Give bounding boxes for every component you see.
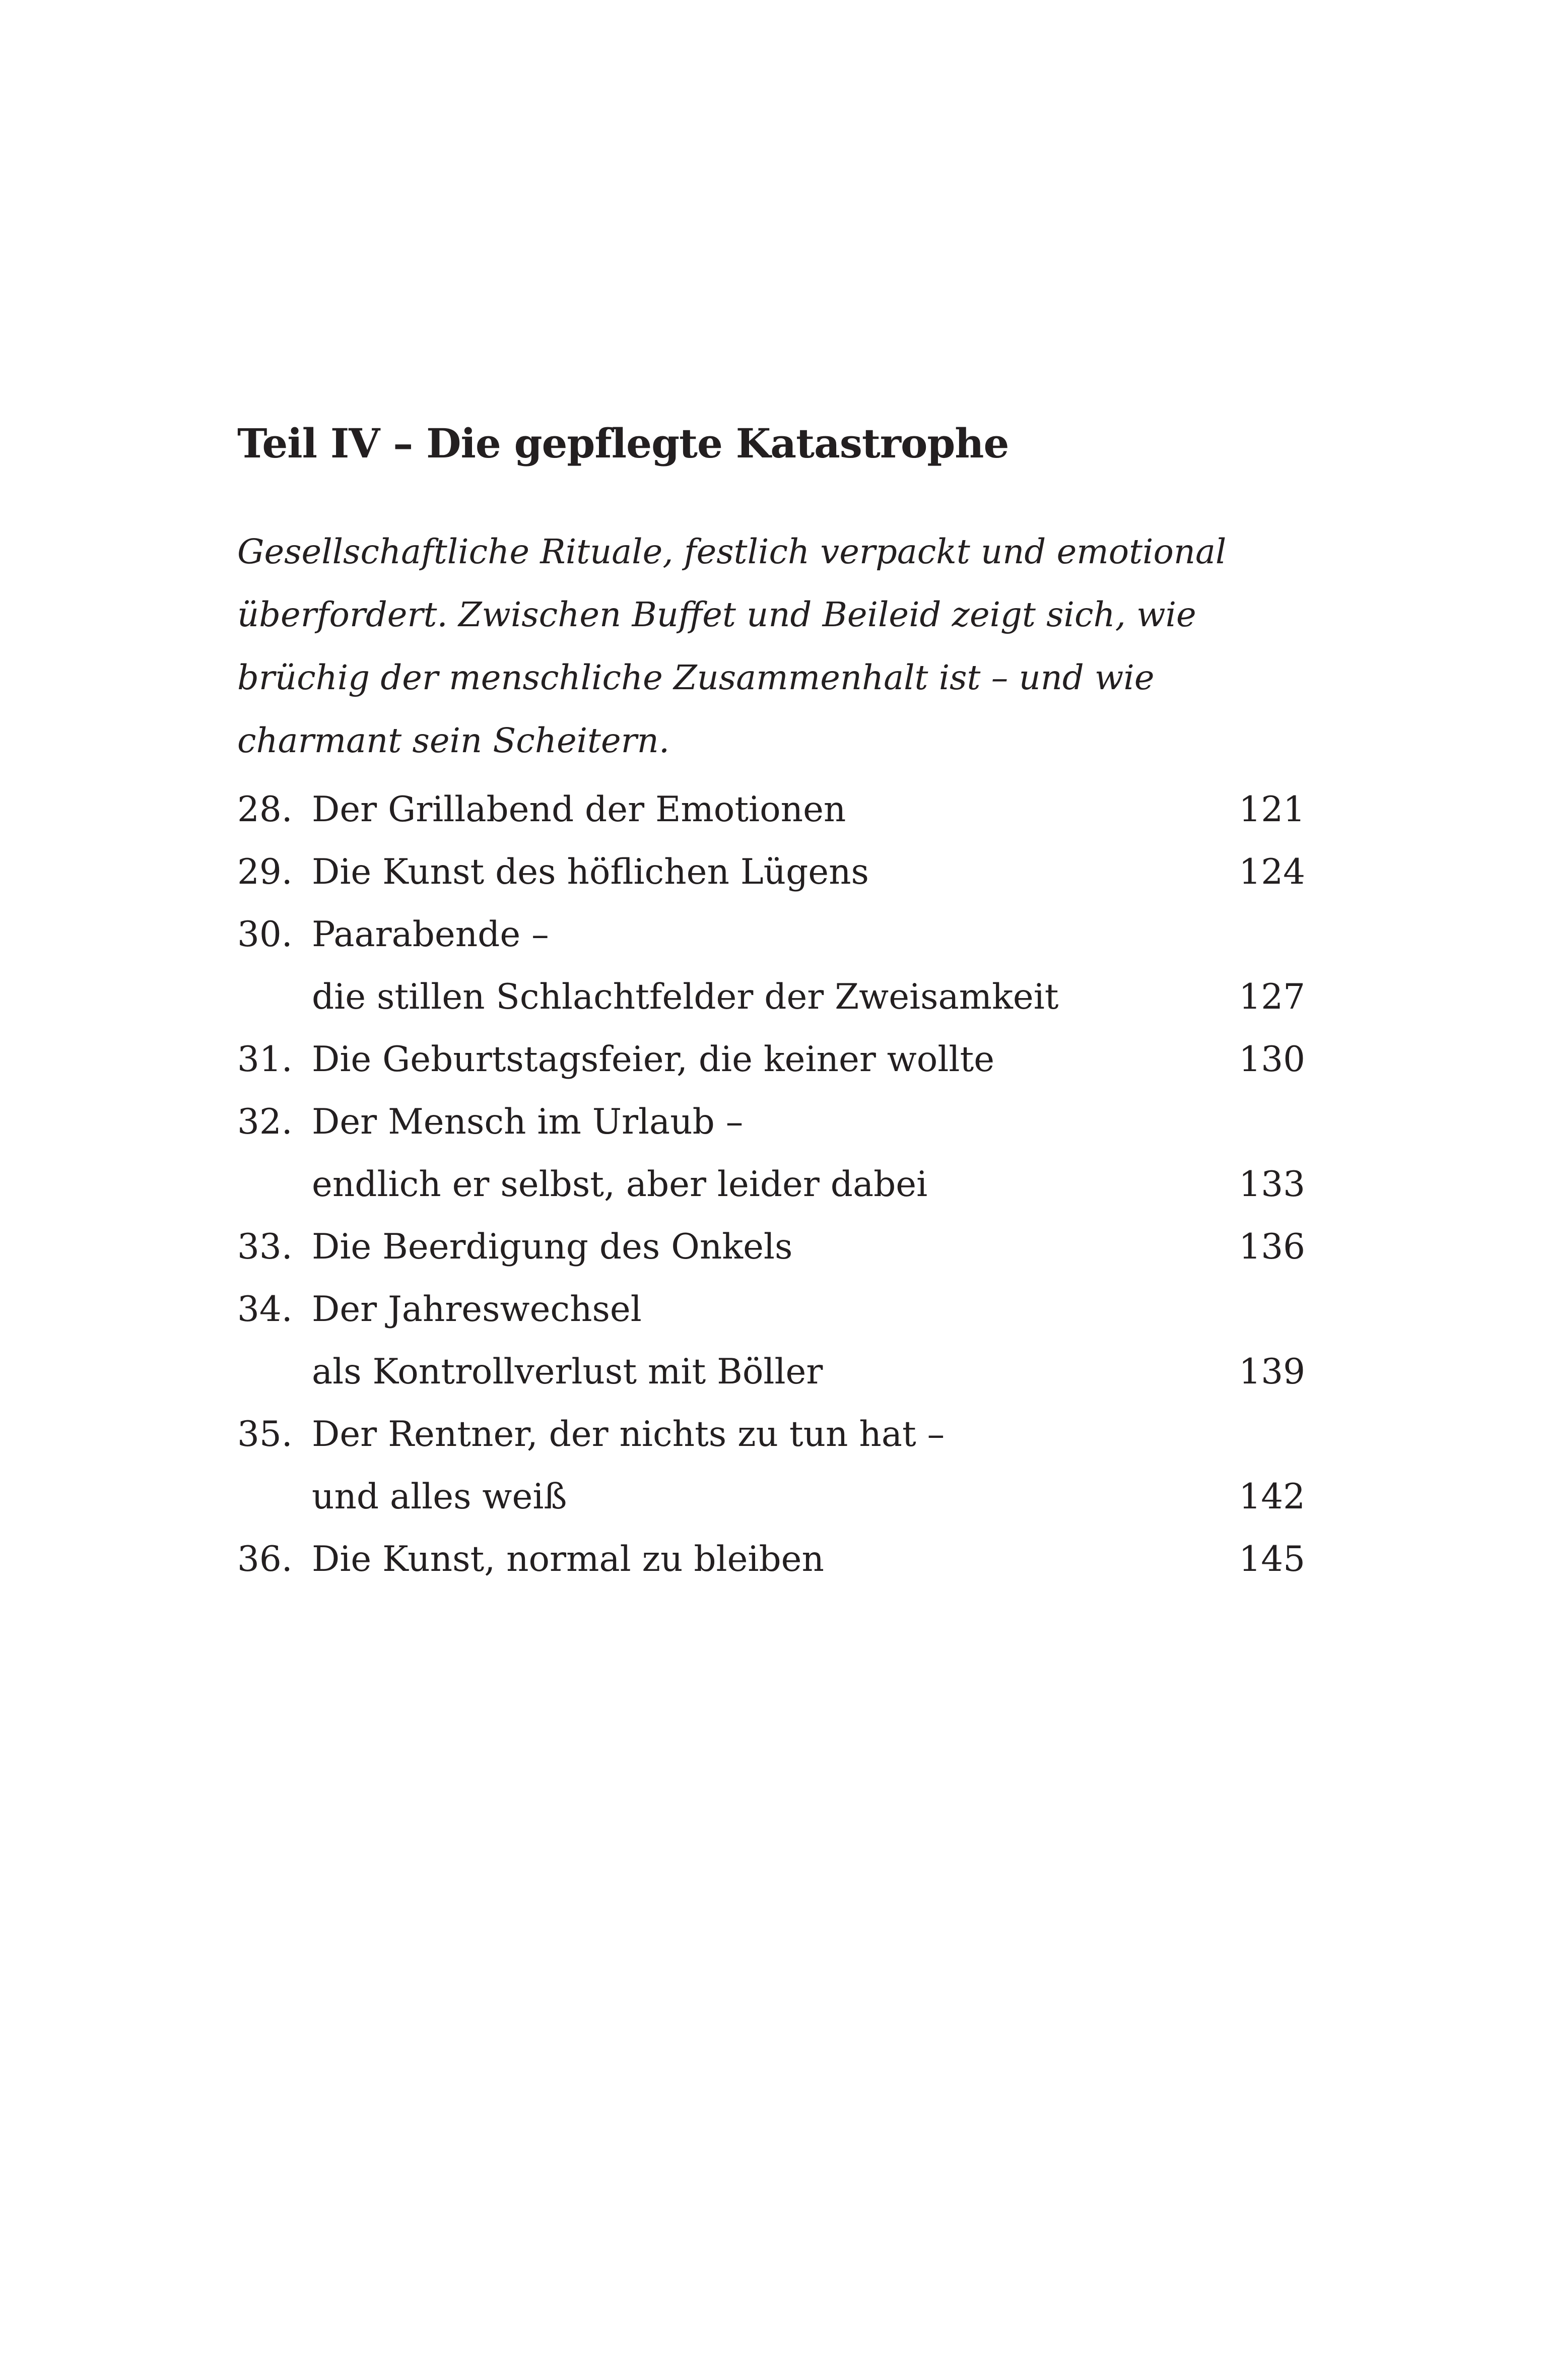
toc-entry-line: [237, 1466, 1305, 1528]
chapter-title: Der Jahreswechsel: [312, 1289, 642, 1330]
chapter-number: 32.: [237, 1102, 293, 1142]
page-number: 121: [1239, 789, 1305, 830]
toc-entry-line: [237, 966, 1305, 1028]
toc-entry-line: [237, 1528, 1305, 1591]
chapter-number: 33.: [237, 1227, 293, 1267]
chapter-title: Der Mensch im Urlaub –: [312, 1102, 744, 1142]
toc-entry: [237, 1278, 1305, 1403]
chapter-number: 31.: [237, 1039, 293, 1080]
part-title: Teil IV – Die gepflegte Katastrophe: [237, 420, 1009, 467]
chapter-title: Der Rentner, der nichts zu tun hat –: [312, 1414, 945, 1455]
table-of-contents: [237, 778, 1305, 1591]
chapter-number: 29.: [237, 852, 293, 892]
intro-line: brüchig der menschliche Zusammenhalt ist – und wie: [237, 658, 1155, 697]
toc-entry: [237, 1528, 1305, 1591]
page-number: 145: [1239, 1539, 1305, 1579]
toc-entry: [237, 1028, 1305, 1091]
page-number: 133: [1239, 1164, 1305, 1205]
chapter-title: Die Kunst des höflichen Lügens: [312, 852, 869, 892]
toc-entry-line: [237, 841, 1305, 903]
toc-entry: [237, 841, 1305, 903]
page-number: 130: [1239, 1039, 1305, 1080]
chapter-number: 30.: [237, 914, 293, 955]
chapter-number: 35.: [237, 1414, 293, 1455]
toc-entry-line: [237, 1091, 1305, 1153]
toc-entry: [237, 1216, 1305, 1278]
chapter-subtitle: als Kontrollverlust mit Böller: [312, 1352, 823, 1392]
chapter-subtitle: endlich er selbst, aber leider dabei: [312, 1164, 928, 1205]
toc-entry-line: [237, 1216, 1305, 1278]
page-number: 127: [1239, 977, 1305, 1017]
page-number: 136: [1239, 1227, 1305, 1267]
chapter-number: 34.: [237, 1289, 293, 1330]
chapter-title: Die Kunst, normal zu bleiben: [312, 1539, 824, 1579]
chapter-number: 36.: [237, 1539, 293, 1579]
toc-entry-line: [237, 1153, 1305, 1216]
chapter-title: Die Beerdigung des Onkels: [312, 1227, 793, 1267]
toc-entry-line: [237, 1341, 1305, 1403]
page-number: 142: [1239, 1477, 1305, 1517]
toc-entry-line: [237, 1278, 1305, 1341]
chapter-number: 28.: [237, 789, 293, 830]
toc-entry: [237, 778, 1305, 841]
page-number: 139: [1239, 1352, 1305, 1392]
chapter-title: Die Geburtstagsfeier, die keiner wollte: [312, 1039, 995, 1080]
chapter-title: Paarabende –: [312, 914, 549, 955]
toc-entry-line: [237, 778, 1305, 841]
intro-line: Gesellschaftliche Rituale, festlich verpackt und emotional: [237, 532, 1227, 571]
toc-entry: [237, 1091, 1305, 1216]
chapter-title: Der Grillabend der Emotionen: [312, 789, 846, 830]
chapter-subtitle: die stillen Schlachtfelder der Zweisamkeit: [312, 977, 1059, 1017]
chapter-subtitle: und alles weiß: [312, 1477, 567, 1517]
part-intro: [237, 520, 1320, 772]
toc-entry-line: [237, 1028, 1305, 1091]
toc-entry-line: [237, 903, 1305, 966]
toc-entry-line: [237, 1403, 1305, 1466]
intro-line: überfordert. Zwischen Buffet und Beileid zeigt sich, wie: [237, 595, 1196, 634]
page-number: 124: [1239, 852, 1305, 892]
toc-entry: [237, 1403, 1305, 1528]
intro-line: charmant sein Scheitern.: [237, 721, 670, 760]
toc-entry: [237, 903, 1305, 1028]
